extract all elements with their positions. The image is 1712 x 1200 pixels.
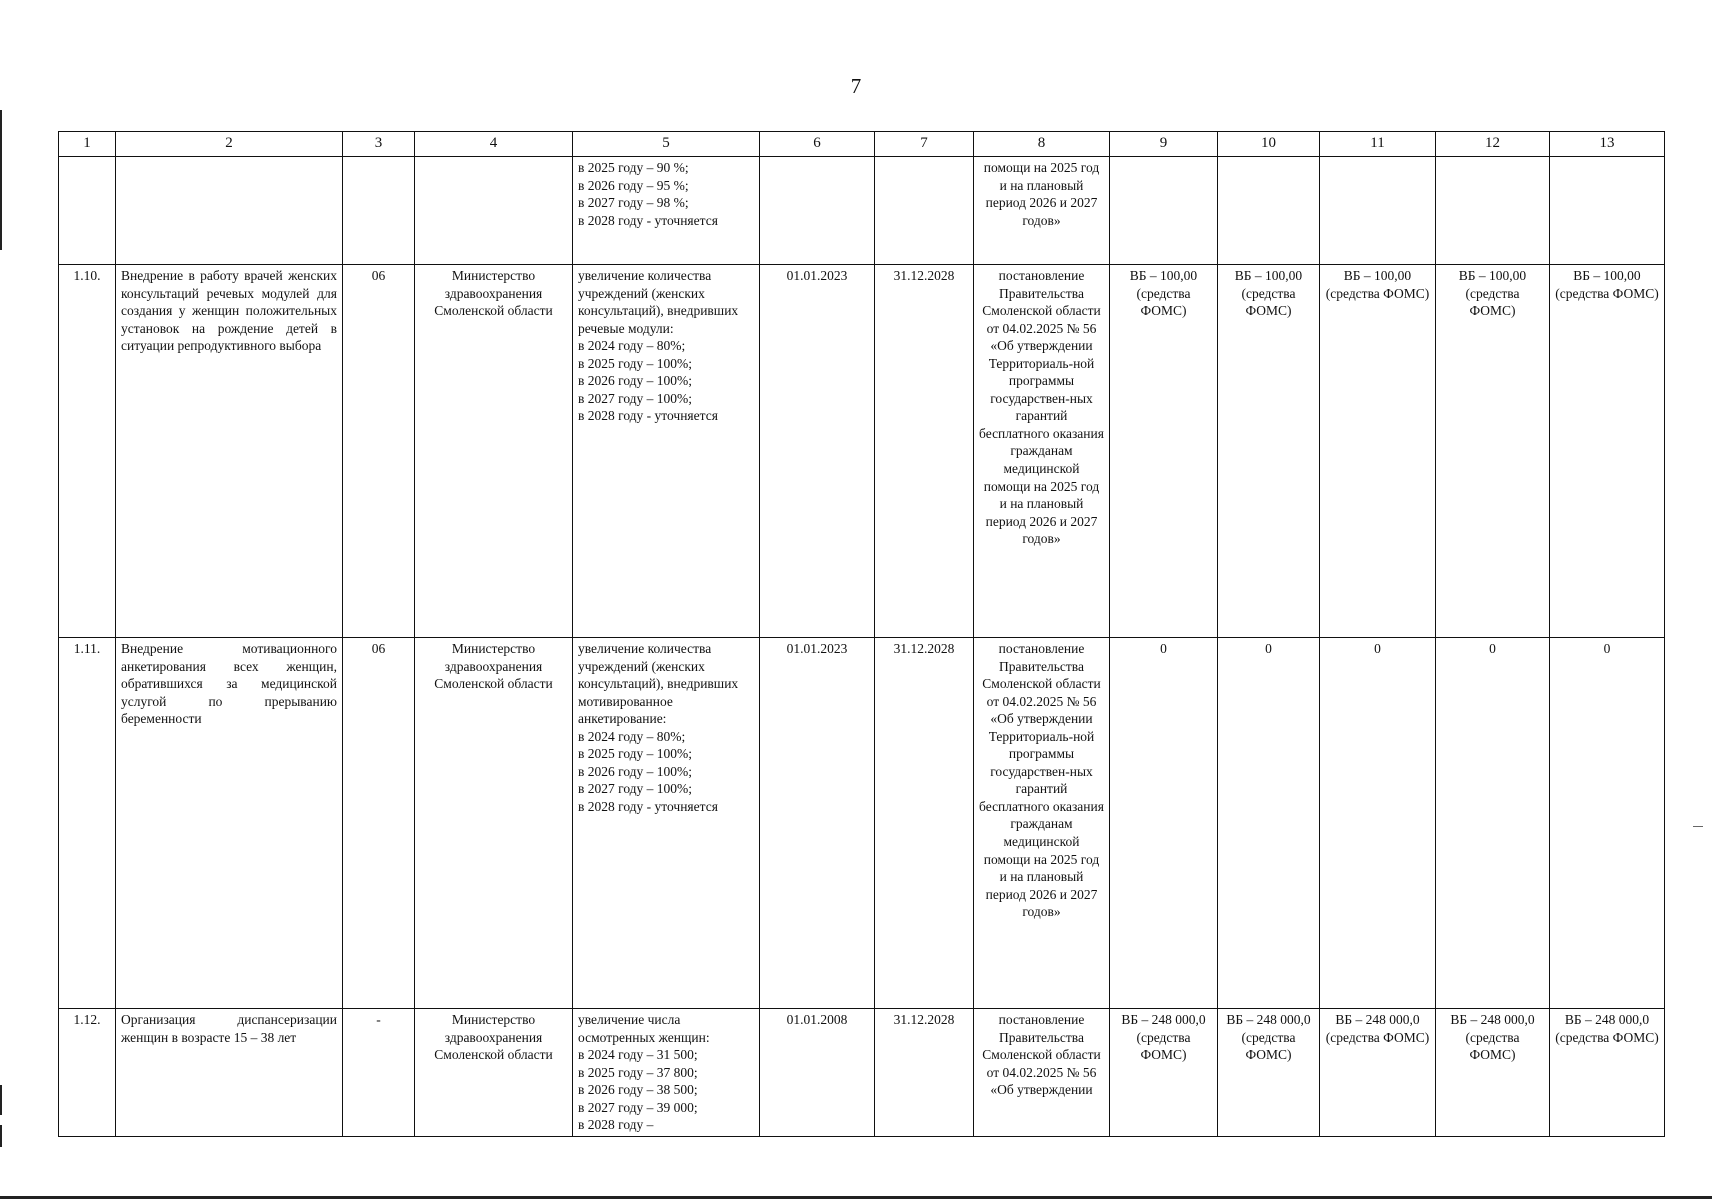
bottom-rule <box>0 1196 1712 1199</box>
cell-start-date: 01.01.2023 <box>760 638 875 1009</box>
column-number: 12 <box>1436 132 1550 157</box>
cell-funding-2027: 0 <box>1436 638 1550 1009</box>
cell-funding-2024: 0 <box>1110 638 1218 1009</box>
cell-funding-2026: ВБ – 100,00 (средства ФОМС) <box>1320 265 1436 638</box>
program-activities-table <box>58 131 1665 1137</box>
column-number: 1 <box>59 132 116 157</box>
column-number: 7 <box>875 132 974 157</box>
cell-funding-2026 <box>1320 157 1436 265</box>
scan-edge-mark <box>0 1085 2 1115</box>
scan-edge-mark <box>1693 826 1703 827</box>
column-number: 13 <box>1550 132 1665 157</box>
table-row <box>59 265 1665 638</box>
table-row <box>59 157 1665 265</box>
cell-funding-2025: ВБ – 248 000,0 (средства ФОМС) <box>1218 1009 1320 1137</box>
cell-start-date: 01.01.2008 <box>760 1009 875 1137</box>
scan-edge-mark <box>0 110 2 250</box>
cell-indicator: увеличение количества учреждений (женских консультаций), внедривших мотивированное анкетирование: в 2024 году – 80%; в 2025 году – 100%; в 2026 году – 100%; в 2027 году – 100%; в 2028 году - уточняется <box>573 638 760 1009</box>
cell-funding-2024 <box>1110 157 1218 265</box>
cell-activity-name: Организация диспансеризации женщин в возрасте 15 – 38 лет <box>116 1009 343 1137</box>
cell-funding-2027: ВБ – 248 000,0 (средства ФОМС) <box>1436 1009 1550 1137</box>
column-number: 6 <box>760 132 875 157</box>
column-number: 2 <box>116 132 343 157</box>
cell-funding-2024: ВБ – 100,00 (средства ФОМС) <box>1110 265 1218 638</box>
cell-end-date: 31.12.2028 <box>875 638 974 1009</box>
table-row <box>59 638 1665 1009</box>
cell-legal-basis: постановление Правительства Смоленской области от 04.02.2025 № 56 «Об утверждении Территориаль-ной программы государствен-ных гарантий бесплатного оказания гражданам медицинской помощи на 2025 год и на плановый период 2026 и 2027 годов» <box>974 265 1110 638</box>
column-number: 4 <box>415 132 573 157</box>
cell-activity-name <box>116 157 343 265</box>
cell-start-date: 01.01.2023 <box>760 265 875 638</box>
column-number: 9 <box>1110 132 1218 157</box>
cell-funding-2028: ВБ – 248 000,0 (средства ФОМС) <box>1550 1009 1665 1137</box>
column-number: 5 <box>573 132 760 157</box>
cell-code: - <box>343 1009 415 1137</box>
cell-code: 06 <box>343 638 415 1009</box>
cell-executor: Министерство здравоохранения Смоленской области <box>415 265 573 638</box>
cell-start-date <box>760 157 875 265</box>
cell-indicator: в 2025 году – 90 %; в 2026 году – 95 %; в 2027 году – 98 %; в 2028 году - уточняется <box>573 157 760 265</box>
cell-number: 1.10. <box>59 265 116 638</box>
column-number: 8 <box>974 132 1110 157</box>
page-number: 7 <box>850 74 862 98</box>
cell-funding-2025 <box>1218 157 1320 265</box>
scan-edge-mark <box>0 1125 2 1147</box>
cell-funding-2025: ВБ – 100,00 (средства ФОМС) <box>1218 265 1320 638</box>
cell-funding-2028: 0 <box>1550 638 1665 1009</box>
cell-indicator: увеличение числа осмотренных женщин: в 2024 году – 31 500; в 2025 году – 37 800; в 2026 году – 38 500; в 2027 году – 39 000; в 2028 году – <box>573 1009 760 1137</box>
cell-funding-2026: ВБ – 248 000,0 (средства ФОМС) <box>1320 1009 1436 1137</box>
cell-end-date: 31.12.2028 <box>875 1009 974 1137</box>
cell-funding-2027 <box>1436 157 1550 265</box>
cell-executor <box>415 157 573 265</box>
cell-code <box>343 157 415 265</box>
cell-legal-basis: постановление Правительства Смоленской области от 04.02.2025 № 56 «Об утверждении Территориаль-ной программы государствен-ных гарантий бесплатного оказания гражданам медицинской помощи на 2025 год и на плановый период 2026 и 2027 годов» <box>974 638 1110 1009</box>
cell-activity-name: Внедрение в работу врачей женских консультаций речевых модулей для создания у женщин положительных установок на рождение детей в ситуации репродуктивного выбора <box>116 265 343 638</box>
cell-legal-basis: постановление Правительства Смоленской области от 04.02.2025 № 56 «Об утверждении <box>974 1009 1110 1137</box>
column-number: 11 <box>1320 132 1436 157</box>
column-number: 3 <box>343 132 415 157</box>
cell-funding-2024: ВБ – 248 000,0 (средства ФОМС) <box>1110 1009 1218 1137</box>
column-number-row <box>59 132 1665 157</box>
column-number: 10 <box>1218 132 1320 157</box>
cell-executor: Министерство здравоохранения Смоленской области <box>415 638 573 1009</box>
cell-number: 1.12. <box>59 1009 116 1137</box>
cell-number <box>59 157 116 265</box>
cell-funding-2028 <box>1550 157 1665 265</box>
cell-end-date: 31.12.2028 <box>875 265 974 638</box>
cell-code: 06 <box>343 265 415 638</box>
cell-number: 1.11. <box>59 638 116 1009</box>
cell-activity-name: Внедрение мотивационного анкетирования всех женщин, обратившихся за медицинской услугой по прерыванию беременности <box>116 638 343 1009</box>
cell-funding-2025: 0 <box>1218 638 1320 1009</box>
cell-indicator: увеличение количества учреждений (женских консультаций), внедривших речевые модули: в 2024 году – 80%; в 2025 году – 100%; в 2026 году – 100%; в 2027 году – 100%; в 2028 году - уточняется <box>573 265 760 638</box>
cell-funding-2028: ВБ – 100,00 (средства ФОМС) <box>1550 265 1665 638</box>
table-row <box>59 1009 1665 1137</box>
table-body <box>59 132 1665 1137</box>
cell-legal-basis: помощи на 2025 год и на плановый период 2026 и 2027 годов» <box>974 157 1110 265</box>
cell-executor: Министерство здравоохранения Смоленской области <box>415 1009 573 1137</box>
cell-funding-2026: 0 <box>1320 638 1436 1009</box>
cell-end-date <box>875 157 974 265</box>
cell-funding-2027: ВБ – 100,00 (средства ФОМС) <box>1436 265 1550 638</box>
